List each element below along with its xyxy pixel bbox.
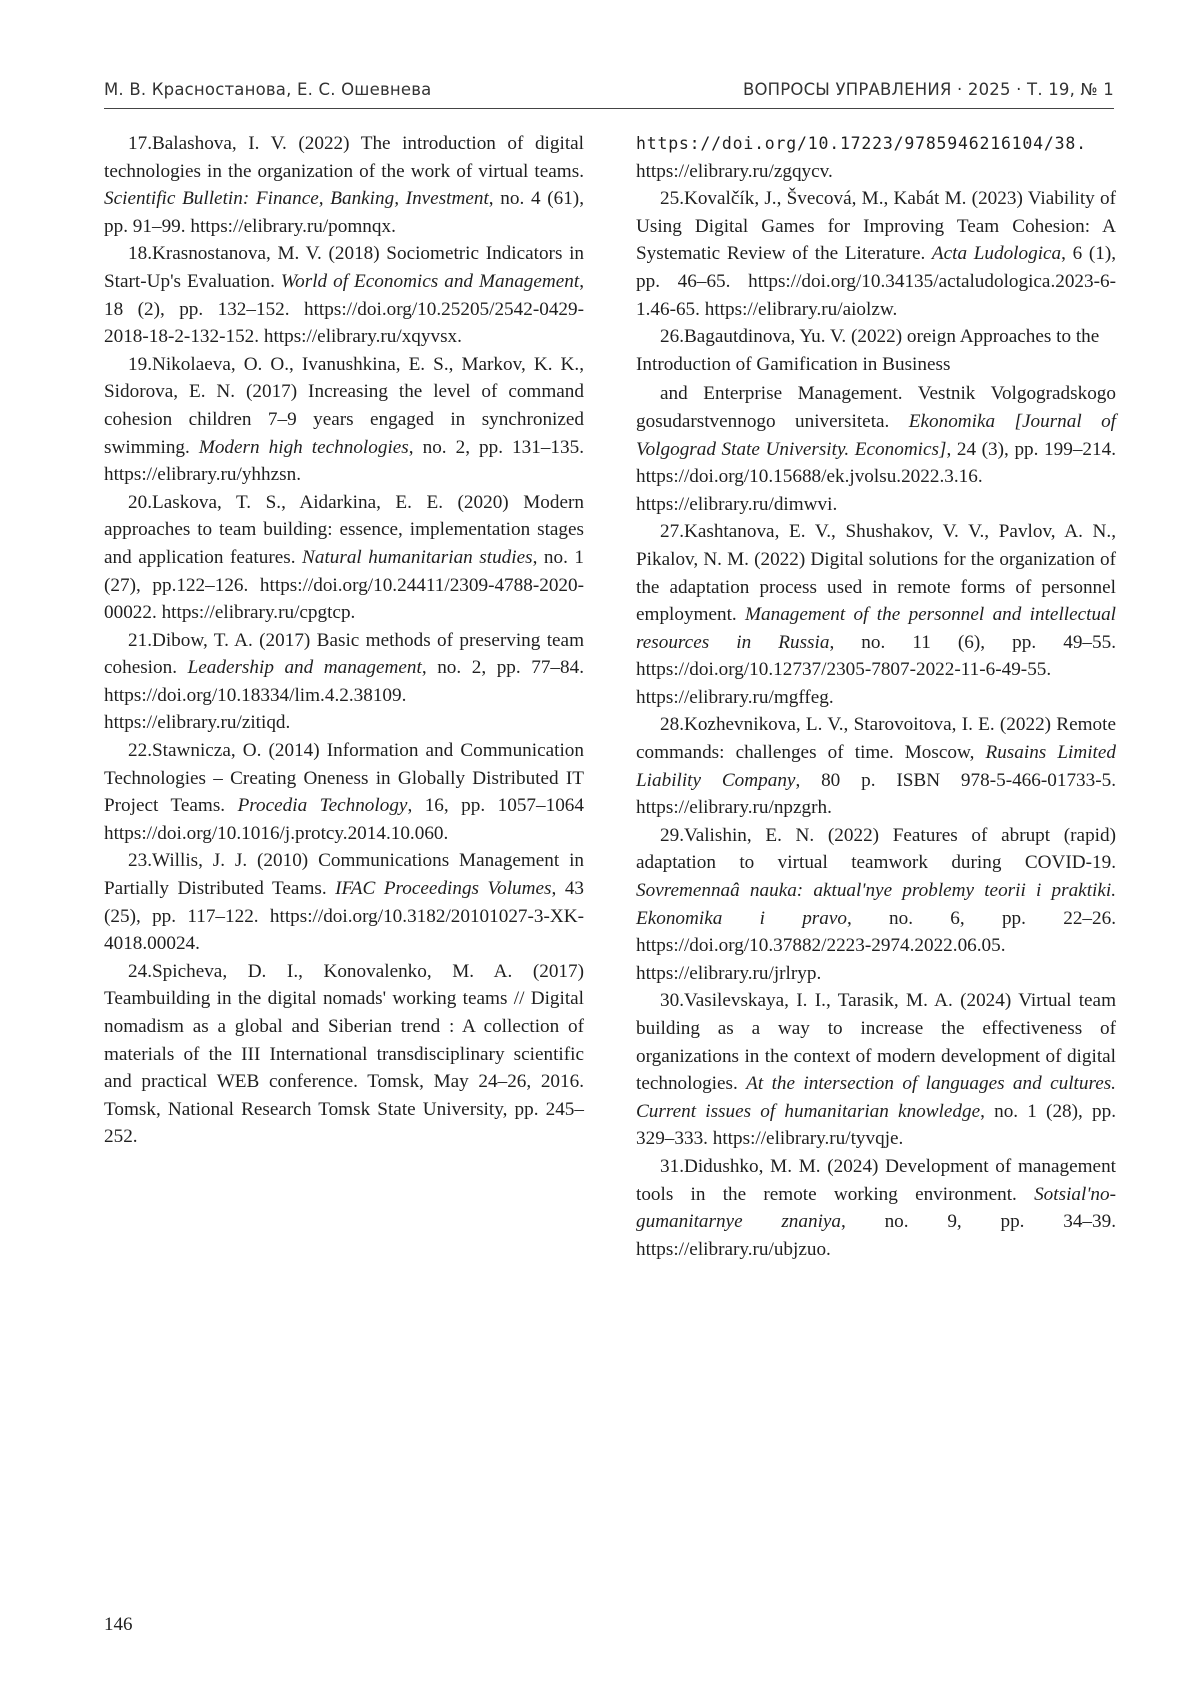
- reference-number: 27.: [660, 521, 684, 542]
- reference-item: 22.Stawnicza, O. (2014) Information and Communication Technologies – Creating Oneness in Globally Distributed IT Project Teams. Procedia Technology, 16, pp. 1057–1064 https://doi.org/10.1016/j.protcy.2014.10.060.: [104, 737, 584, 847]
- reference-item: 30.Vasilevskaya, I. I., Tarasik, M. A. (2024) Virtual team building as a way to increase the effectiveness of organizations in the context of modern development of digital technologies. At the intersection of languages and cultures. Current issues of humanitarian knowledge, no. 1 (28), pp. 329–333. https://elibrary.ru/tyvqje.: [636, 987, 1116, 1153]
- reference-item: 20.Laskova, T. S., Aidarkina, E. E. (2020) Modern approaches to team building: essence, implementation stages and application features. Natural humanitarian studies, no. 1 (27), pp.122–126. https://doi.org/10.24411/2309-4788-2020-00022. https://elibrary.ru/cpgtcp.: [104, 489, 584, 627]
- reference-number: 22.: [128, 740, 152, 761]
- page-number: 146: [104, 1614, 133, 1636]
- reference-number: 25.: [660, 188, 684, 209]
- reference-item: 29.Valishin, E. N. (2022) Features of abrupt (rapid) adaptation to virtual teamwork during COVID-19. Sovremennaâ nauka: aktual'nye problemy teorii i praktiki. Ekonomika i pravo, no. 6, pp. 22–26. https://doi.org/10.37882/2223-2974.2022.06.05. https://elibrary.ru/jrlryp.: [636, 822, 1116, 988]
- reference-number: 23.: [128, 850, 152, 871]
- reference-number: 20.: [128, 492, 152, 513]
- reference-item: 27.Kashtanova, E. V., Shushakov, V. V., Pavlov, A. N., Pikalov, N. M. (2022) Digital solutions for the organization of the adaptation process used in remote forms of personnel employment. Management of the personnel and intellectual resources in Russia, no. 11 (6), pp. 49–55. https://doi.org/10.12737/2305-7807-2022-11-6-49-55. https://elibrary.ru/mgffeg.: [636, 518, 1116, 711]
- reference-item: 21.Dibow, T. A. (2017) Basic methods of preserving team cohesion. Leadership and management, no. 2, pp. 77–84. https://doi.org/10.18334/lim.4.2.38109. https://elibrary.ru/zitiqd.: [104, 627, 584, 737]
- reference-number: 30.: [660, 990, 684, 1011]
- reference-item-continued: and Enterprise Management. Vestnik Volgogradskogo gosudarstvennogo universiteta. Ekonomika [Journal of Volgograd State University. Economics], 24 (3), pp. 199–214. https://doi.org/10.15688/ek.jvolsu.2022.3.16. https://elibrary.ru/dimwvi.: [636, 380, 1116, 518]
- reference-item: 26.Bagautdinova, Yu. V. (2022) oreign Approaches to the Introduction of Gamification in Business: [636, 323, 1116, 378]
- reference-item: 23.Willis, J. J. (2010) Communications Management in Partially Distributed Teams. IFAC Proceedings Volumes, 43 (25), pp. 117–122. https://doi.org/10.3182/20101027-3-XK-4018.00024.: [104, 847, 584, 957]
- header-authors: М. В. Красностанова, Е. С. Ошевнева: [104, 80, 431, 99]
- reference-number: 24.: [128, 961, 152, 982]
- reference-number: 28.: [660, 714, 684, 735]
- reference-item: 24.Spicheva, D. I., Konovalenko, M. A. (2017) Teambuilding in the digital nomads' working teams // Digital nomadism as a global and Siberian trend : A collection of materials of the III International transdisciplinary scientific and practical WEB conference. Tomsk, May 24–26, 2016. Tomsk, National Research Tomsk State University, pp. 245–252.: [104, 958, 584, 1151]
- reference-item: 17.Balashova, I. V. (2022) The introduction of digital technologies in the organization of the work of virtual teams. Scientific Bulletin: Finance, Banking, Investment, no. 4 (61), pp. 91–99. https://elibrary.ru/pomnqx.: [104, 130, 584, 240]
- reference-item: 18.Krasnostanova, M. V. (2018) Sociometric Indicators in Start-Up's Evaluation. World of Economics and Management, 18 (2), pp. 132–152. https://doi.org/10.25205/2542-0429-2018-18-2-132-152. https://elibrary.ru/xqyvsx.: [104, 240, 584, 350]
- continuation-link: https://elibrary.ru/zgqycv.: [636, 161, 833, 182]
- reference-item: 25.Kovalčík, J., Švecová, M., Kabát M. (2023) Viability of Using Digital Games for Improving Team Cohesion: A Systematic Review of the Literature. Acta Ludologica, 6 (1), pp. 46–65. https://doi.org/10.34135/actaludologica.2023-6-1.46-65. https://elibrary.ru/aiolzw.: [636, 185, 1116, 323]
- continuation-doi: https://doi.org/10.17223/9785946216104/38.: [636, 134, 1087, 153]
- reference-item: 28.Kozhevnikova, L. V., Starovoitova, I. E. (2022) Remote commands: challenges of time. Moscow, Rusains Limited Liability Company, 80 p. ISBN 978-5-466-01733-5. https://elibrary.ru/npzgrh.: [636, 711, 1116, 821]
- running-header: [104, 80, 1114, 109]
- reference-number: 29.: [660, 825, 684, 846]
- references-right-column: [636, 130, 1116, 1263]
- header-journal: ВОПРОСЫ УПРАВЛЕНИЯ · 2025 · Т. 19, № 1: [743, 80, 1114, 99]
- reference-number: 17.: [128, 133, 152, 154]
- reference-continuation: [636, 130, 1116, 185]
- references-left-column: [104, 130, 584, 1151]
- reference-number: 21.: [128, 630, 152, 651]
- reference-number: 31.: [660, 1156, 684, 1177]
- reference-number: 26.: [660, 326, 684, 347]
- reference-number: 19.: [128, 354, 152, 375]
- reference-item: 19.Nikolaeva, O. O., Ivanushkina, E. S., Markov, K. K., Sidorova, E. N. (2017) Increasing the level of command cohesion children 7–9 years engaged in synchronized swimming. Modern high technologies, no. 2, pp. 131–135. https://elibrary.ru/yhhzsn.: [104, 351, 584, 489]
- reference-item: 31.Didushko, M. M. (2024) Development of management tools in the remote working environment. Sotsial'no-gumanitarnye znaniya, no. 9, pp. 34–39. https://elibrary.ru/ubjzuo.: [636, 1153, 1116, 1263]
- reference-number: 18.: [128, 243, 152, 264]
